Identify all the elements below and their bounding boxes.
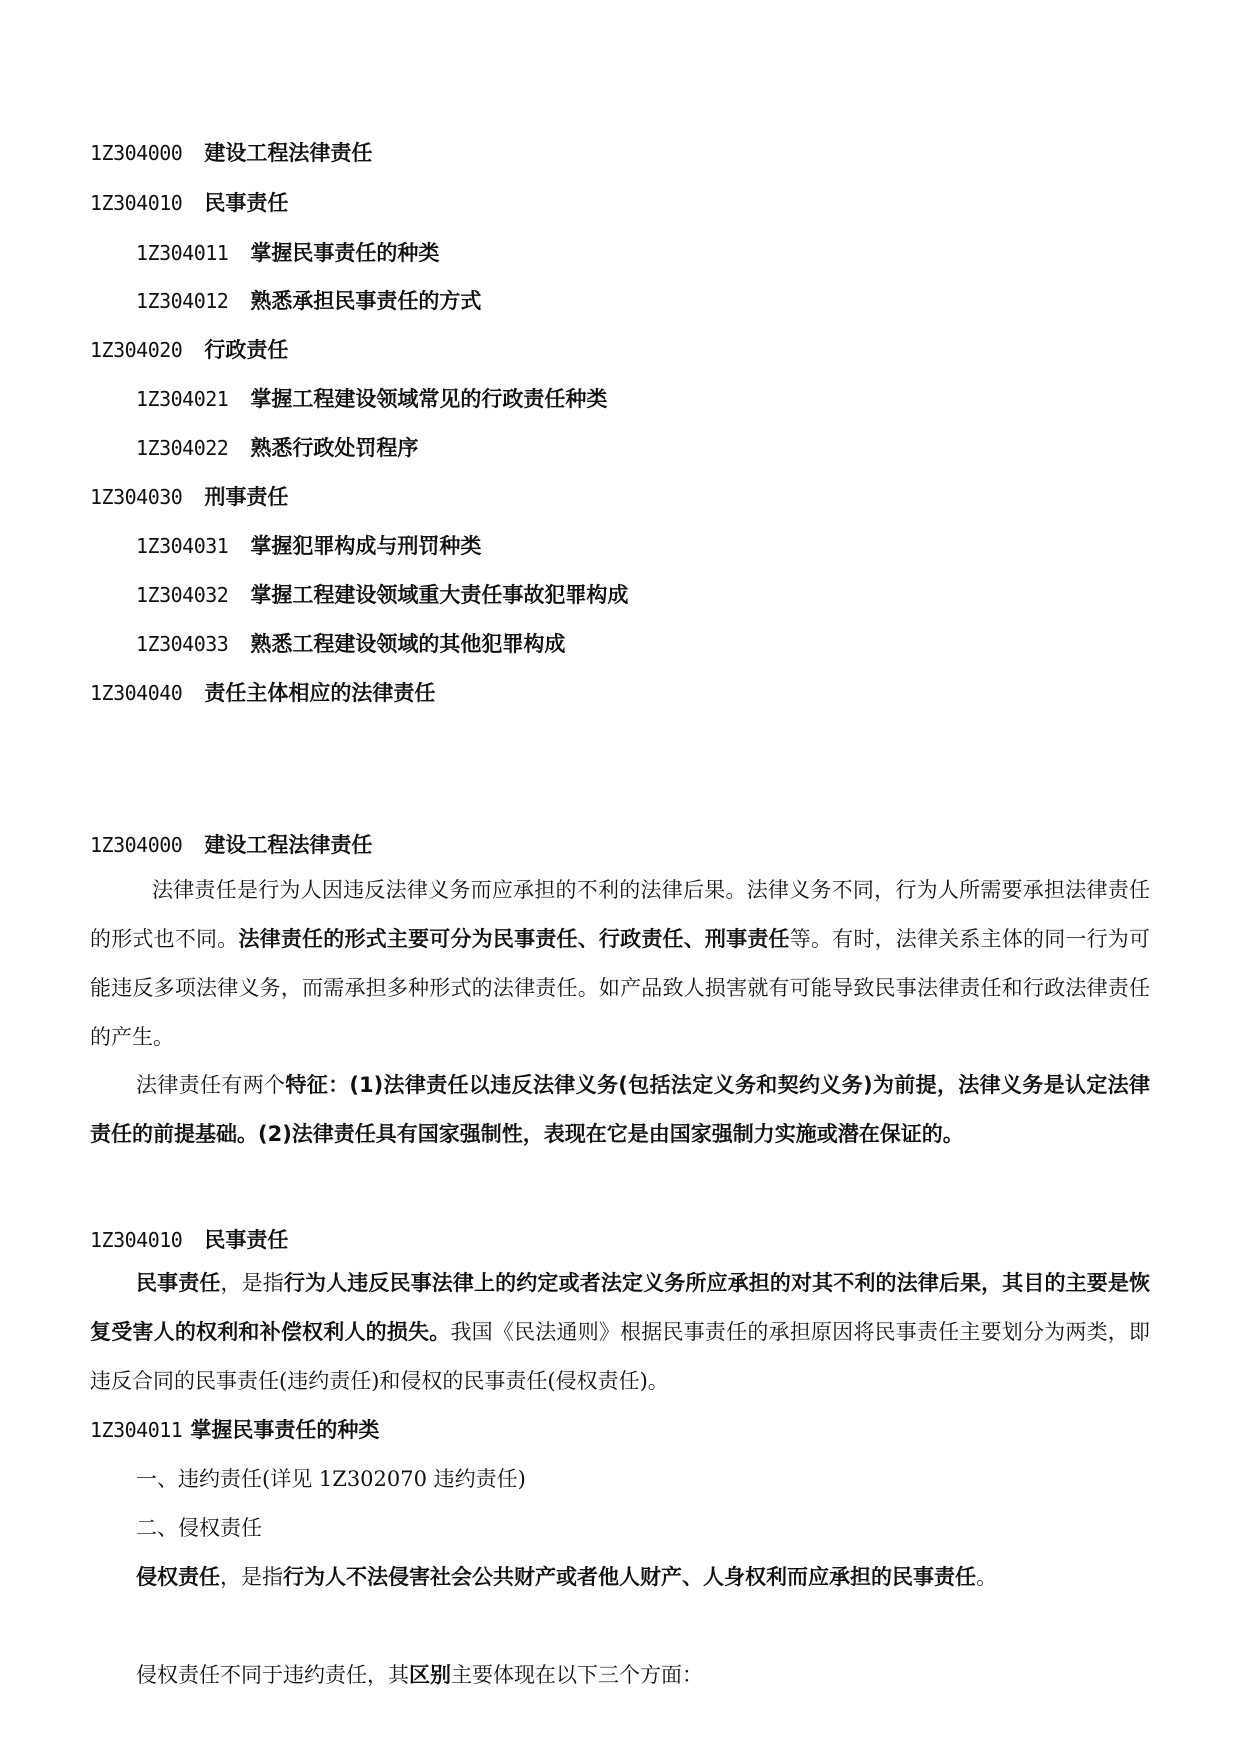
toc-code: 1Z304012 xyxy=(136,289,229,313)
toc-code: 1Z304022 xyxy=(136,436,229,460)
toc-title: 建设工程法律责任 xyxy=(204,141,373,165)
list-item: 二、侵权责任 xyxy=(136,1516,262,1540)
toc-title: 掌握工程建设领域常见的行政责任种类 xyxy=(250,387,608,411)
toc-code: 1Z304031 xyxy=(136,534,229,558)
toc-title: 掌握犯罪构成与刑罚种类 xyxy=(250,534,482,558)
definition-line: 侵权责任，是指行为人不法侵害社会公共财产或者他人财产、人身权利而应承担的民事责任。 xyxy=(136,1565,997,1589)
section-title: 掌握民事责任的种类 xyxy=(190,1418,380,1442)
toc-entry xyxy=(136,531,481,561)
paragraph: 法律责任是行为人因违反法律义务而应承担的不利的法律后果。法律义务不同，行为人所需要承担法律责任的形式也不同。法律责任的形式主要可分为民事责任、行政责任、刑事责任等。有时，法律关系主体的同一行为可能违反多项法律义务，而需承担多种形式的法律责任。如产品致人损害就有可能导致民事法律责任和行政法律责任的产生。 xyxy=(90,878,1151,1049)
section-code: 1Z304000 xyxy=(90,833,183,857)
difference-line: 侵权责任不同于违约责任，其区别主要体现在以下三个方面： xyxy=(136,1663,703,1687)
section-code: 1Z304011 xyxy=(90,1418,183,1442)
toc-entry xyxy=(90,678,435,708)
subsection-heading xyxy=(90,1415,379,1445)
paragraph: 法律责任有两个特征：(1)法律责任以违反法律义务(包括法定义务和契约义务)为前提，法律义务是认定法律责任的前提基础。(2)法律责任具有国家强制性，表现在它是由国家强制力实施或潜在保证的。 xyxy=(90,1073,1151,1146)
toc-entry xyxy=(90,482,288,512)
toc-code: 1Z304011 xyxy=(136,241,229,265)
toc-code: 1Z304040 xyxy=(90,681,183,705)
toc-title: 熟悉行政处罚程序 xyxy=(250,436,419,460)
toc-entry xyxy=(90,335,288,365)
toc-code: 1Z304020 xyxy=(90,338,183,362)
section-heading xyxy=(90,830,372,860)
toc-code: 1Z304010 xyxy=(90,191,183,215)
toc-entry xyxy=(136,580,628,610)
toc-entry xyxy=(136,433,418,463)
paragraph: 民事责任，是指行为人违反民事法律上的约定或者法定义务所应承担的对其不利的法律后果，其目的主要是恢复受害人的权利和补偿权利人的损失。我国《民法通则》根据民事责任的承担原因将民事责任主要划分为两类，即违反合同的民事责任(违约责任)和侵权的民事责任(侵权责任)。 xyxy=(90,1271,1151,1393)
toc-entry xyxy=(136,384,607,414)
toc-entry xyxy=(136,286,481,316)
toc-entry xyxy=(136,238,439,268)
toc-title: 掌握民事责任的种类 xyxy=(250,241,440,265)
toc-code: 1Z304033 xyxy=(136,632,229,656)
toc-entry xyxy=(90,188,288,218)
section-code: 1Z304010 xyxy=(90,1228,183,1252)
section-heading xyxy=(90,1225,288,1255)
toc-code: 1Z304030 xyxy=(90,485,183,509)
toc-title: 民事责任 xyxy=(204,191,289,215)
toc-entry xyxy=(90,138,372,168)
toc-title: 掌握工程建设领域重大责任事故犯罪构成 xyxy=(250,583,629,607)
toc-code: 1Z304032 xyxy=(136,583,229,607)
list-item: 一、违约责任(详见 1Z302070 违约责任) xyxy=(136,1467,526,1491)
toc-code: 1Z304000 xyxy=(90,141,183,165)
toc-title: 行政责任 xyxy=(204,338,289,362)
toc-title: 刑事责任 xyxy=(204,485,289,509)
section-title: 民事责任 xyxy=(204,1228,289,1252)
toc-code: 1Z304021 xyxy=(136,387,229,411)
toc-title: 熟悉工程建设领域的其他犯罪构成 xyxy=(250,632,566,656)
toc-title: 责任主体相应的法律责任 xyxy=(204,681,436,705)
toc-entry xyxy=(136,629,565,659)
toc-title: 熟悉承担民事责任的方式 xyxy=(250,289,482,313)
section-title: 建设工程法律责任 xyxy=(204,833,373,857)
